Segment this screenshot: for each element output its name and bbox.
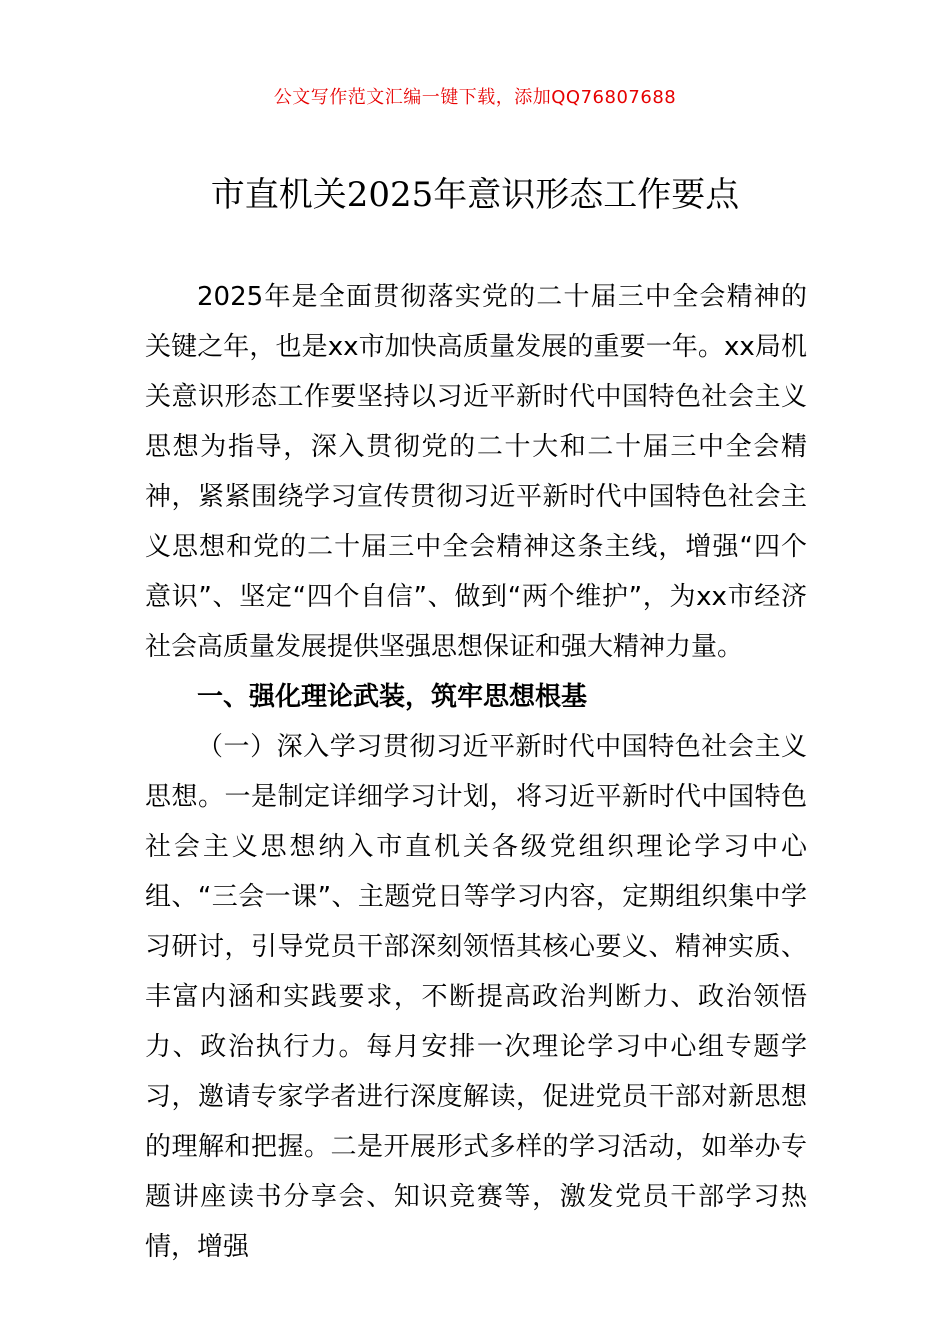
section-heading: 一、强化理论武装，筑牢思想根基 (197, 682, 588, 712)
section-item-paragraph: （一）深入学习贯彻习近平新时代中国特色社会主义思想。一是制定详细学习计划，将习近平新时代中国特色社会主义思想纳入市直机关各级党组织理论学习中心组、“三会一课”、主题党日等学习内容，定期组织集中学习研讨，引导党员干部深刻领悟其核心要义、精神实质、丰富内涵和实践要求，不断提高政治判断力、政治领悟力、政治执行力。每月安排一次理论学习中心组专题学习，邀请专家学者进行深度解读，促进党员干部对新思想的理解和把握。二是开展形式多样的学习活动，如举办专题讲座读书分享会、知识竞赛等，激发党员干部学习热情，增强 (145, 732, 807, 1262)
download-promo-note: 公文写作范文汇编一键下载，添加QQ76807688 (273, 87, 677, 108)
document-title: 市直机关2025年意识形态工作要点 (210, 175, 740, 215)
intro-paragraph: 2025年是全面贯彻落实党的二十届三中全会精神的关键之年，也是xx市加快高质量发展的重要一年。xx局机关意识形态工作要坚持以习近平新时代中国特色社会主义思想为指导，深入贯彻党的二十大和二十届三中全会精神，紧紧围绕学习宣传贯彻习近平新时代中国特色社会主义思想和党的二十届三中全会精神这条主线，增强“四个意识”、坚定“四个自信”、做到“两个维护”，为xx市经济社会高质量发展提供坚强思想保证和强大精神力量。 (145, 282, 807, 662)
document-body (145, 272, 807, 1272)
